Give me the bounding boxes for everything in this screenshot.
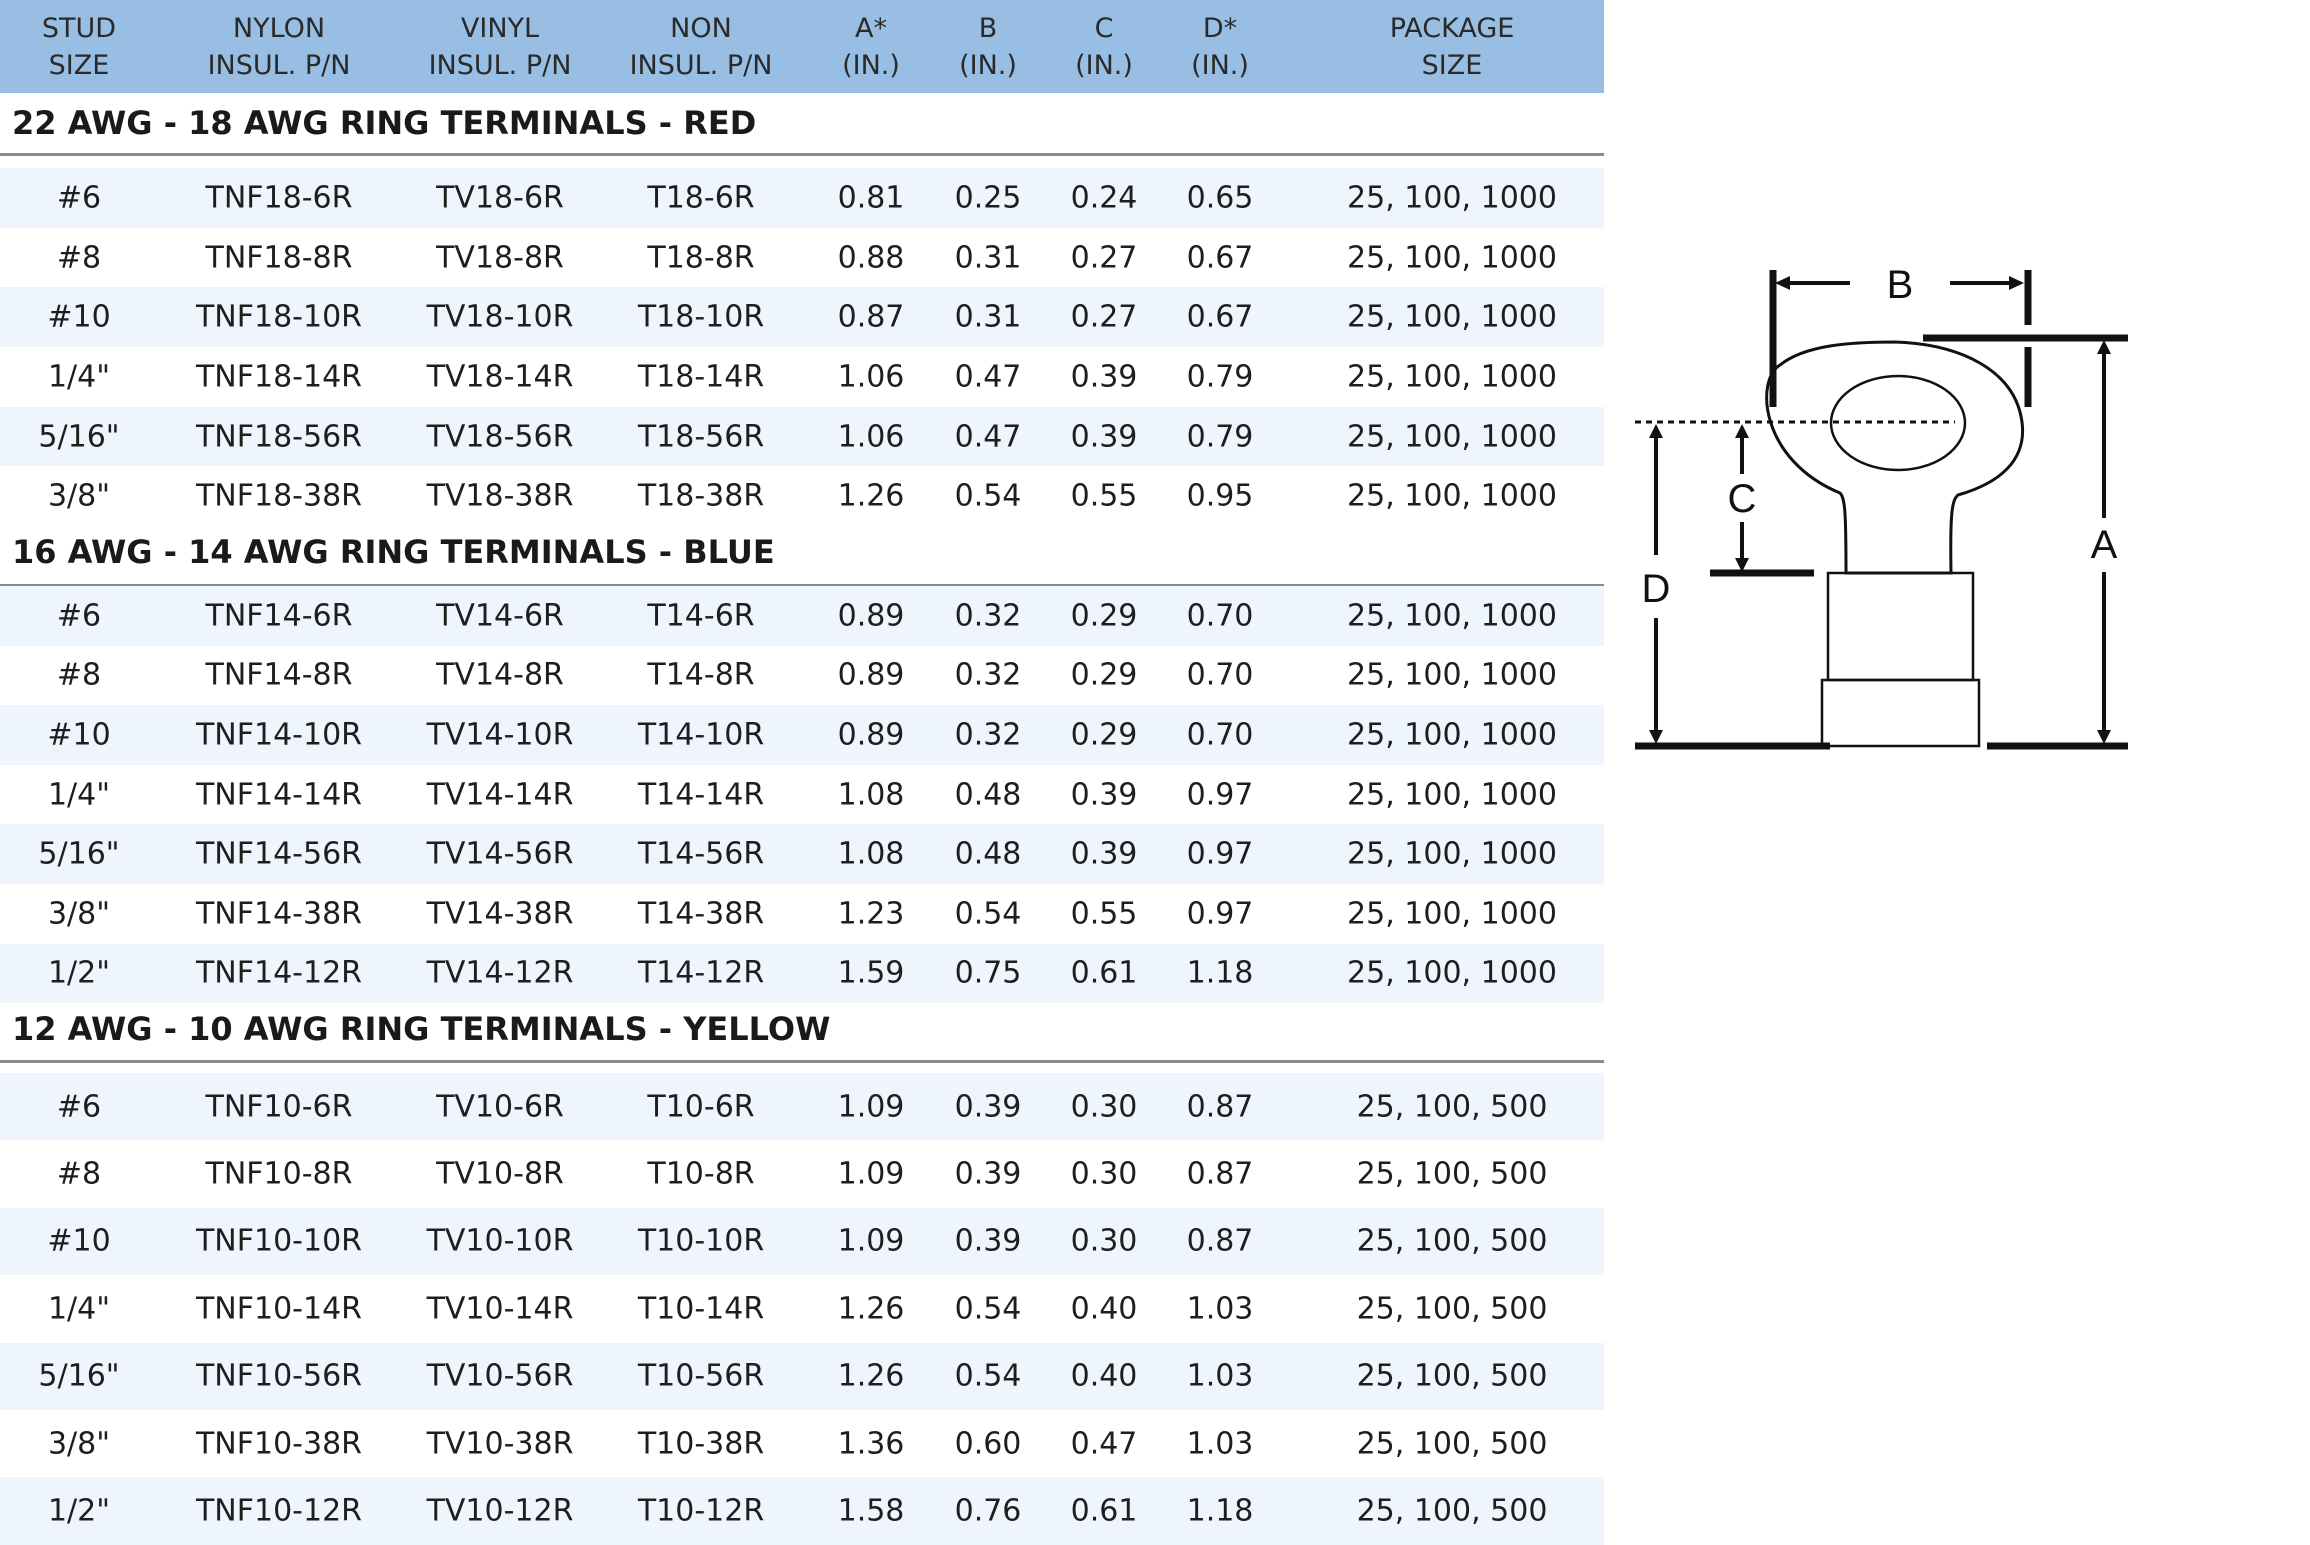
cell-dim-a: 1.26 (837, 1291, 905, 1327)
section-title: 12 AWG - 10 AWG RING TERMINALS - YELLOW (12, 1010, 831, 1048)
cell-non-insul-pn: T14-14R (637, 777, 765, 813)
column-header-line2: INSUL. P/N (428, 50, 572, 81)
cell-dim-d: 0.79 (1186, 419, 1254, 455)
table-row (0, 407, 1604, 467)
cell-dim-b: 0.32 (954, 657, 1022, 693)
cell-dim-b: 0.25 (954, 180, 1022, 216)
column-header-package-size (1390, 10, 1515, 84)
cell-dim-c: 0.29 (1070, 598, 1138, 634)
cell-nylon-pn: TNF14-38R (195, 896, 363, 932)
cell-dim-a: 0.81 (837, 180, 905, 216)
cell-non-insul-pn: T18-38R (637, 478, 765, 514)
column-header-line1: VINYL (460, 13, 540, 44)
cell-package-size: 25, 100, 500 (1356, 1358, 1548, 1394)
column-header-line2: INSUL. P/N (207, 50, 351, 81)
section-divider (0, 153, 1604, 156)
cell-package-size: 25, 100, 1000 (1347, 359, 1557, 395)
cell-package-size: 25, 100, 1000 (1347, 180, 1557, 216)
cell-stud-size: #10 (47, 299, 111, 335)
cell-dim-d: 1.18 (1186, 955, 1254, 991)
cell-package-size: 25, 100, 1000 (1347, 896, 1557, 932)
section-divider (0, 1060, 1604, 1063)
cell-nylon-pn: TNF14-12R (195, 955, 363, 991)
cell-dim-b: 0.32 (954, 717, 1022, 753)
cell-dim-a: 1.08 (837, 777, 905, 813)
cell-non-insul-pn: T14-8R (647, 657, 755, 693)
cell-package-size: 25, 100, 500 (1356, 1493, 1548, 1529)
column-header-line1: STUD (41, 13, 117, 44)
cell-nylon-pn: TNF18-6R (205, 180, 353, 216)
cell-dim-b: 0.32 (954, 598, 1022, 634)
cell-stud-size: 3/8" (47, 896, 111, 932)
cell-package-size: 25, 100, 1000 (1347, 717, 1557, 753)
table-row (0, 1073, 1604, 1140)
cell-non-insul-pn: T18-56R (637, 419, 765, 455)
cell-dim-d: 0.87 (1186, 1223, 1254, 1259)
column-header-stud-size (42, 10, 116, 84)
cell-nylon-pn: TNF14-6R (205, 598, 353, 634)
cell-dim-a: 0.87 (837, 299, 905, 335)
cell-stud-size: #8 (56, 657, 102, 693)
cell-dim-a: 1.59 (837, 955, 905, 991)
cell-stud-size: 3/8" (47, 1426, 111, 1462)
cell-dim-c: 0.39 (1070, 359, 1138, 395)
table-row (0, 1410, 1604, 1477)
dimension-label-c: C (1727, 477, 1757, 521)
table-row (0, 586, 1604, 646)
cell-non-insul-pn: T10-38R (637, 1426, 765, 1462)
column-header-line1: A* (855, 13, 887, 44)
cell-stud-size: #8 (56, 1156, 102, 1192)
cell-dim-a: 1.06 (837, 419, 905, 455)
cell-dim-c: 0.55 (1070, 478, 1138, 514)
cell-dim-c: 0.40 (1070, 1291, 1138, 1327)
cell-vinyl-pn: TV10-14R (426, 1291, 574, 1327)
column-header-line1: B (978, 13, 998, 44)
cell-dim-a: 1.23 (837, 896, 905, 932)
table-row (0, 1208, 1604, 1275)
cell-nylon-pn: TNF10-10R (195, 1223, 363, 1259)
cell-dim-d: 1.03 (1186, 1358, 1254, 1394)
cell-dim-a: 1.26 (837, 478, 905, 514)
cell-nylon-pn: TNF14-14R (195, 777, 363, 813)
cell-dim-b: 0.47 (954, 359, 1022, 395)
cell-dim-c: 0.39 (1070, 419, 1138, 455)
table-header (0, 0, 1604, 93)
cell-dim-c: 0.39 (1070, 836, 1138, 872)
cell-dim-b: 0.76 (954, 1493, 1022, 1529)
cell-dim-b: 0.54 (954, 1358, 1022, 1394)
cell-dim-b: 0.60 (954, 1426, 1022, 1462)
cell-stud-size: #8 (56, 240, 102, 276)
cell-vinyl-pn: TV14-14R (426, 777, 574, 813)
cell-stud-size: #10 (47, 717, 111, 753)
cell-stud-size: #6 (56, 180, 102, 216)
cell-stud-size: 1/2" (47, 955, 111, 991)
cell-nylon-pn: TNF10-56R (195, 1358, 363, 1394)
cell-package-size: 25, 100, 1000 (1347, 299, 1557, 335)
cell-vinyl-pn: TV18-38R (426, 478, 574, 514)
cell-dim-d: 0.87 (1186, 1089, 1254, 1125)
column-header-non-insul-pn (630, 10, 773, 84)
section-title: 22 AWG - 18 AWG RING TERMINALS - RED (12, 104, 757, 142)
cell-dim-c: 0.61 (1070, 1493, 1138, 1529)
column-header-dim-a (842, 10, 900, 84)
cell-stud-size: #6 (56, 1089, 102, 1125)
column-header-nylon-pn (208, 10, 351, 84)
cell-vinyl-pn: TV10-8R (436, 1156, 564, 1192)
column-header-line1: C (1094, 13, 1114, 44)
cell-non-insul-pn: T10-6R (647, 1089, 755, 1125)
table-row (0, 705, 1604, 765)
cell-dim-b: 0.54 (954, 478, 1022, 514)
cell-dim-b: 0.48 (954, 777, 1022, 813)
cell-stud-size: 1/4" (47, 359, 111, 395)
cell-vinyl-pn: TV14-10R (426, 717, 574, 753)
cell-package-size: 25, 100, 1000 (1347, 955, 1557, 991)
column-header-line2: INSUL. P/N (629, 50, 773, 81)
table-row (0, 287, 1604, 347)
cell-vinyl-pn: TV10-6R (436, 1089, 564, 1125)
table-row (0, 347, 1604, 407)
cell-vinyl-pn: TV10-38R (426, 1426, 574, 1462)
cell-package-size: 25, 100, 1000 (1347, 240, 1557, 276)
cell-dim-d: 0.79 (1186, 359, 1254, 395)
cell-nylon-pn: TNF18-56R (195, 419, 363, 455)
table-row (0, 1140, 1604, 1207)
cell-vinyl-pn: TV10-12R (426, 1493, 574, 1529)
table-row (0, 824, 1604, 884)
column-header-line2: (IN.) (959, 50, 1017, 81)
cell-nylon-pn: TNF10-14R (195, 1291, 363, 1327)
cell-stud-size: #10 (47, 1223, 111, 1259)
cell-package-size: 25, 100, 500 (1356, 1223, 1548, 1259)
cell-dim-a: 1.26 (837, 1358, 905, 1394)
dimension-label-d: D (1641, 567, 1671, 611)
cell-non-insul-pn: T14-10R (637, 717, 765, 753)
cell-dim-b: 0.39 (954, 1089, 1022, 1125)
cell-dim-b: 0.54 (954, 896, 1022, 932)
cell-stud-size: 5/16" (38, 1358, 120, 1394)
cell-dim-a: 1.09 (837, 1156, 905, 1192)
cell-nylon-pn: TNF10-38R (195, 1426, 363, 1462)
cell-vinyl-pn: TV14-38R (426, 896, 574, 932)
cell-vinyl-pn: TV14-56R (426, 836, 574, 872)
cell-dim-b: 0.39 (954, 1223, 1022, 1259)
cell-non-insul-pn: T18-14R (637, 359, 765, 395)
cell-dim-d: 0.70 (1186, 657, 1254, 693)
cell-stud-size: #6 (56, 598, 102, 634)
cell-non-insul-pn: T18-8R (647, 240, 755, 276)
column-header-dim-b (959, 10, 1017, 84)
cell-vinyl-pn: TV18-14R (426, 359, 574, 395)
cell-vinyl-pn: TV14-12R (426, 955, 574, 991)
cell-dim-a: 1.58 (837, 1493, 905, 1529)
cell-dim-d: 0.97 (1186, 896, 1254, 932)
cell-dim-a: 1.09 (837, 1089, 905, 1125)
cell-non-insul-pn: T14-12R (637, 955, 765, 991)
cell-non-insul-pn: T10-12R (637, 1493, 765, 1529)
column-header-line1: PACKAGE (1389, 13, 1515, 44)
column-header-line2: (IN.) (1191, 50, 1249, 81)
table-row (0, 168, 1604, 228)
cell-non-insul-pn: T18-6R (647, 180, 755, 216)
cell-package-size: 25, 100, 1000 (1347, 836, 1557, 872)
cell-dim-a: 0.88 (837, 240, 905, 276)
column-header-vinyl-pn (429, 10, 572, 84)
cell-dim-a: 0.89 (837, 657, 905, 693)
column-header-line2: SIZE (1421, 50, 1483, 81)
cell-nylon-pn: TNF10-6R (205, 1089, 353, 1125)
cell-dim-c: 0.27 (1070, 299, 1138, 335)
cell-package-size: 25, 100, 1000 (1347, 419, 1557, 455)
cell-dim-a: 0.89 (837, 598, 905, 634)
cell-package-size: 25, 100, 1000 (1347, 598, 1557, 634)
cell-dim-b: 0.47 (954, 419, 1022, 455)
table-row (0, 1275, 1604, 1342)
cell-dim-a: 1.36 (837, 1426, 905, 1462)
cell-dim-d: 1.03 (1186, 1426, 1254, 1462)
table-row (0, 1477, 1604, 1544)
cell-package-size: 25, 100, 500 (1356, 1426, 1548, 1462)
cell-dim-b: 0.39 (954, 1156, 1022, 1192)
cell-package-size: 25, 100, 500 (1356, 1156, 1548, 1192)
cell-vinyl-pn: TV10-10R (426, 1223, 574, 1259)
cell-dim-c: 0.40 (1070, 1358, 1138, 1394)
cell-nylon-pn: TNF18-14R (195, 359, 363, 395)
cell-dim-d: 0.87 (1186, 1156, 1254, 1192)
table-row (0, 1343, 1604, 1410)
cell-dim-a: 0.89 (837, 717, 905, 753)
cell-package-size: 25, 100, 500 (1356, 1291, 1548, 1327)
cell-stud-size: 5/16" (38, 419, 120, 455)
table-row (0, 646, 1604, 706)
column-header-line2: (IN.) (1075, 50, 1133, 81)
cell-dim-c: 0.24 (1070, 180, 1138, 216)
cell-dim-d: 0.67 (1186, 240, 1254, 276)
cell-nylon-pn: TNF18-8R (205, 240, 353, 276)
dimension-label-a: A (2090, 523, 2118, 567)
cell-dim-d: 0.70 (1186, 717, 1254, 753)
cell-non-insul-pn: T14-56R (637, 836, 765, 872)
cell-non-insul-pn: T10-56R (637, 1358, 765, 1394)
cell-dim-c: 0.39 (1070, 777, 1138, 813)
cell-stud-size: 1/2" (47, 1493, 111, 1529)
cell-stud-size: 1/4" (47, 1291, 111, 1327)
cell-dim-c: 0.30 (1070, 1089, 1138, 1125)
cell-nylon-pn: TNF10-8R (205, 1156, 353, 1192)
cell-dim-d: 0.97 (1186, 777, 1254, 813)
cell-dim-c: 0.27 (1070, 240, 1138, 276)
cell-stud-size: 1/4" (47, 777, 111, 813)
cell-dim-d: 0.65 (1186, 180, 1254, 216)
cell-dim-c: 0.30 (1070, 1223, 1138, 1259)
column-header-line1: NON (670, 13, 732, 44)
cell-vinyl-pn: TV18-10R (426, 299, 574, 335)
cell-package-size: 25, 100, 500 (1356, 1089, 1548, 1125)
cell-non-insul-pn: T18-10R (637, 299, 765, 335)
cell-dim-c: 0.30 (1070, 1156, 1138, 1192)
cell-nylon-pn: TNF18-10R (195, 299, 363, 335)
table-row (0, 765, 1604, 825)
cell-non-insul-pn: T14-38R (637, 896, 765, 932)
cell-dim-c: 0.61 (1070, 955, 1138, 991)
cell-nylon-pn: TNF10-12R (195, 1493, 363, 1529)
cell-package-size: 25, 100, 1000 (1347, 657, 1557, 693)
ring-terminal-diagram-icon (1630, 250, 2310, 1250)
section-title: 16 AWG - 14 AWG RING TERMINALS - BLUE (12, 533, 775, 571)
cell-dim-d: 1.03 (1186, 1291, 1254, 1327)
column-header-line2: SIZE (48, 50, 110, 81)
column-header-line1: D* (1202, 13, 1238, 44)
cell-dim-d: 0.97 (1186, 836, 1254, 872)
cell-non-insul-pn: T10-14R (637, 1291, 765, 1327)
column-header-dim-c (1075, 10, 1133, 84)
column-header-line1: NYLON (232, 13, 326, 44)
column-header-line2: (IN.) (842, 50, 900, 81)
cell-nylon-pn: TNF14-8R (205, 657, 353, 693)
table-row (0, 228, 1604, 288)
cell-non-insul-pn: T10-8R (647, 1156, 755, 1192)
cell-stud-size: 3/8" (47, 478, 111, 514)
cell-package-size: 25, 100, 1000 (1347, 478, 1557, 514)
cell-dim-b: 0.31 (954, 240, 1022, 276)
table-row (0, 467, 1604, 527)
column-header-dim-d (1191, 10, 1249, 84)
cell-vinyl-pn: TV18-6R (436, 180, 564, 216)
cell-dim-d: 1.18 (1186, 1493, 1254, 1529)
dimension-label-b: B (1886, 263, 1914, 307)
cell-package-size: 25, 100, 1000 (1347, 777, 1557, 813)
cell-vinyl-pn: TV18-8R (436, 240, 564, 276)
cell-dim-a: 1.09 (837, 1223, 905, 1259)
cell-non-insul-pn: T10-10R (637, 1223, 765, 1259)
cell-dim-b: 0.48 (954, 836, 1022, 872)
cell-dim-a: 1.08 (837, 836, 905, 872)
cell-nylon-pn: TNF18-38R (195, 478, 363, 514)
table-row (0, 944, 1604, 1004)
cell-nylon-pn: TNF14-10R (195, 717, 363, 753)
cell-dim-b: 0.31 (954, 299, 1022, 335)
cell-nylon-pn: TNF14-56R (195, 836, 363, 872)
cell-dim-d: 0.67 (1186, 299, 1254, 335)
cell-dim-a: 1.06 (837, 359, 905, 395)
cell-vinyl-pn: TV18-56R (426, 419, 574, 455)
cell-stud-size: 5/16" (38, 836, 120, 872)
cell-dim-d: 0.70 (1186, 598, 1254, 634)
table-row (0, 884, 1604, 944)
cell-dim-c: 0.55 (1070, 896, 1138, 932)
cell-vinyl-pn: TV14-8R (436, 657, 564, 693)
cell-dim-c: 0.29 (1070, 717, 1138, 753)
cell-dim-c: 0.29 (1070, 657, 1138, 693)
cell-non-insul-pn: T14-6R (647, 598, 755, 634)
cell-vinyl-pn: TV14-6R (436, 598, 564, 634)
cell-dim-c: 0.47 (1070, 1426, 1138, 1462)
cell-vinyl-pn: TV10-56R (426, 1358, 574, 1394)
cell-dim-d: 0.95 (1186, 478, 1254, 514)
cell-dim-b: 0.54 (954, 1291, 1022, 1327)
cell-dim-b: 0.75 (954, 955, 1022, 991)
